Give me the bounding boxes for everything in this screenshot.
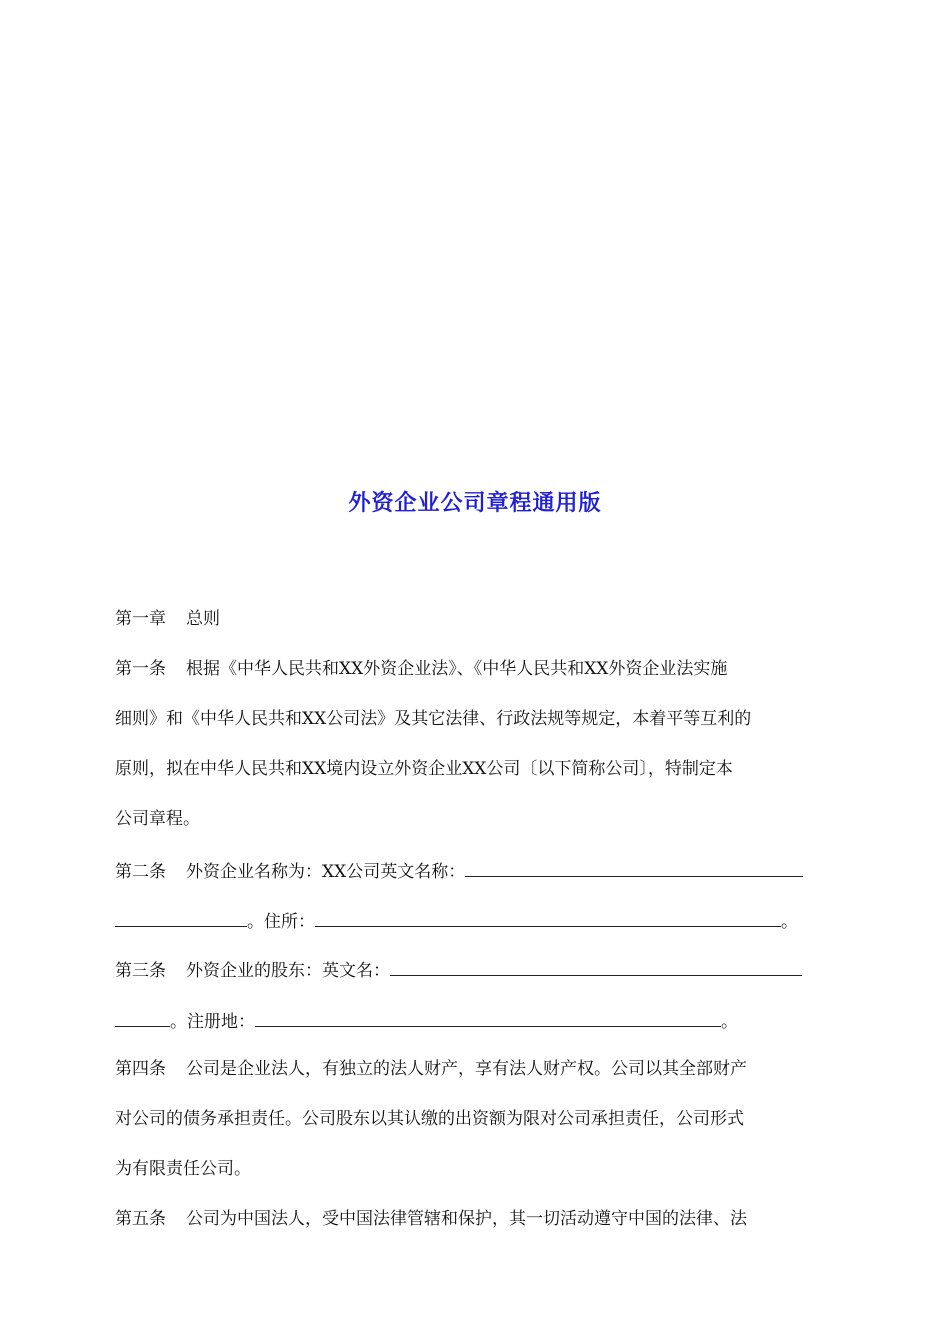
article-3-line-2 bbox=[115, 1010, 837, 1032]
article-3-line-1 bbox=[115, 959, 837, 981]
registration-place-blank[interactable] bbox=[255, 1010, 721, 1027]
article-text: 公司是企业法人，有独立的法人财产，享有法人财产权。公司以其全部财产 bbox=[186, 1059, 747, 1079]
chapter-heading bbox=[115, 609, 837, 629]
article-label: 第三条 bbox=[115, 961, 166, 981]
shareholder-english-name-blank-continued[interactable] bbox=[115, 1010, 170, 1027]
article-1-line-4: 公司章程。 bbox=[115, 809, 200, 829]
article-2-line-1 bbox=[115, 860, 837, 882]
article-text: 公司为中国法人，受中国法律管辖和保护，其一切活动遵守中国的法律、法 bbox=[186, 1209, 747, 1229]
article-label: 第一条 bbox=[115, 659, 166, 679]
article-text-end: 。 bbox=[781, 912, 798, 932]
shareholder-english-name-blank[interactable] bbox=[390, 959, 802, 976]
article-label: 第五条 bbox=[115, 1209, 166, 1229]
article-text-end: 。 bbox=[721, 1012, 738, 1032]
document-title: 外资企业公司章程通用版 bbox=[348, 491, 602, 516]
article-text: 外资企业名称为：XX公司英文名称： bbox=[186, 862, 466, 882]
article-text: 。住所： bbox=[247, 912, 315, 932]
english-name-blank-continued[interactable] bbox=[115, 910, 247, 927]
article-label: 第四条 bbox=[115, 1059, 166, 1079]
article-2-line-2 bbox=[115, 910, 837, 932]
address-blank[interactable] bbox=[315, 910, 781, 927]
article-text: 根据《中华人民共和XX外资企业法》、《中华人民共和XX外资企业法实施 bbox=[186, 659, 728, 679]
article-label: 第二条 bbox=[115, 862, 166, 882]
chapter-number: 第一章 bbox=[115, 609, 166, 629]
article-4-line-2: 对公司的债务承担责任。公司股东以其认缴的出资额为限对公司承担责任，公司形式 bbox=[115, 1109, 744, 1129]
article-text: 。注册地： bbox=[170, 1012, 255, 1032]
article-4-line-1 bbox=[115, 1059, 837, 1079]
article-1-line-2: 细则》和《中华人民共和XX公司法》及其它法律、行政法规等规定，本着平等互利的 bbox=[115, 709, 752, 729]
chapter-name: 总则 bbox=[186, 609, 220, 629]
article-text: 外资企业的股东：英文名： bbox=[186, 961, 390, 981]
article-5-line-1 bbox=[115, 1209, 837, 1229]
english-name-blank[interactable] bbox=[465, 860, 803, 877]
article-4-line-3: 为有限责任公司。 bbox=[115, 1159, 251, 1179]
article-1-line-1 bbox=[115, 659, 837, 679]
article-1-line-3: 原则，拟在中华人民共和XX境内设立外资企业XX公司〔以下简称公司〕，特制定本 bbox=[115, 759, 733, 779]
